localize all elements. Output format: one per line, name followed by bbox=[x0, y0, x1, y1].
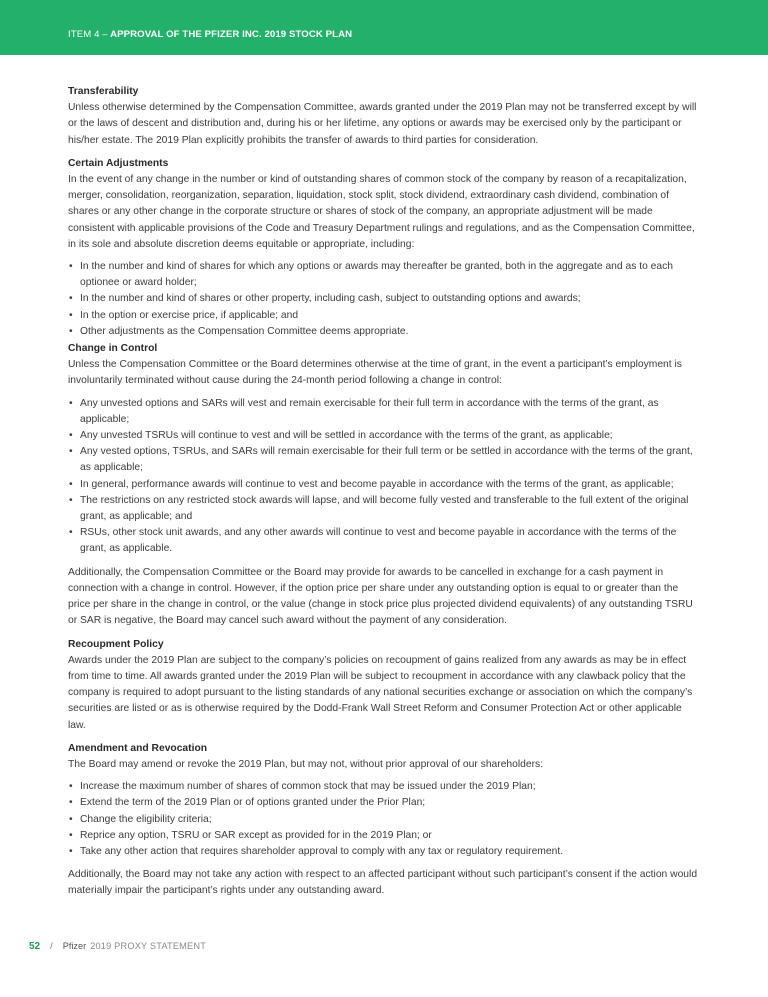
list-item: • Take any other action that requires shareholder approval to comply with any tax or regulatory requirement. bbox=[68, 844, 700, 860]
list-item: • In general, performance awards will continue to vest and become payable in accordance with the terms of the grant, as applicable; bbox=[68, 477, 700, 493]
list-item: • Any unvested options and SARs will vest and remain exercisable for their full term in accordance with the terms of the grant, as applicable; bbox=[68, 396, 700, 428]
paragraph: In the event of any change in the number or kind of outstanding shares of common stock of the company by reason of a recapitalization, merger, consolidation, reorganization, separation, liquidation, stock split, stock dividend, extraordinary cash dividend, combination of shares or any other change in the corporate structure or shares of stock of the company, an appropriate adjustment will be made consistent with applicable provisions of the Code and Treasury Department rulings and regulations, and as the Compensation Committee, in its sole and absolute discretion deems equitable or appropriate, including: bbox=[68, 174, 695, 250]
document-body bbox=[68, 84, 700, 900]
footer-document-title: 2019 PROXY STATEMENT bbox=[90, 941, 207, 951]
section-certain-adjustments bbox=[68, 156, 700, 340]
section-change-in-control bbox=[68, 341, 700, 629]
list-item: • Other adjustments as the Compensation Committee deems appropriate. bbox=[68, 324, 700, 340]
section-title: Change in Control bbox=[68, 343, 158, 355]
bullet-list bbox=[68, 396, 700, 558]
list-item: • RSUs, other stock unit awards, and any other awards will continue to vest and become payable in accordance with the terms of the grant, as applicable. bbox=[68, 525, 700, 557]
paragraph: Unless otherwise determined by the Compensation Committee, awards granted under the 2019 Plan may not be transferred except by will or the laws of descent and distribution and, during his or her lifetime, any options or awards may be exercised only by the participant or his/her estate. The 2019 Plan explicitly prohibits the transfer of awards to third parties for consideration. bbox=[68, 102, 697, 146]
section-transferability bbox=[68, 84, 700, 149]
list-item: • In the number and kind of shares or other property, including cash, subject to outstanding options and awards; bbox=[68, 291, 700, 307]
paragraph: The Board may amend or revoke the 2019 Plan, but may not, without prior approval of our shareholders: bbox=[68, 758, 544, 770]
section-title: Amendment and Revocation bbox=[68, 742, 208, 754]
section-title: Transferability bbox=[68, 86, 139, 97]
page-footer bbox=[29, 941, 206, 952]
list-item: • Extend the term of the 2019 Plan or of options granted under the Prior Plan; bbox=[68, 795, 700, 811]
list-item: • The restrictions on any restricted stock awards will lapse, and will become fully vested and transferable to the full extent of the original grant, as applicable; and bbox=[68, 493, 700, 525]
section-amendment-and-revocation bbox=[68, 741, 700, 900]
footer-brand: Pfizer bbox=[62, 941, 87, 951]
paragraph: Additionally, the Board may not take any action with respect to an affected participant without such participant’s consent if the action would materially impair the participant’s rights under any outstanding award. bbox=[68, 869, 698, 897]
paragraph: Additionally, the Compensation Committee or the Board may provide for awards to be cancelled in exchange for a cash payment in connection with a change in control. However, if the option price per share under any outstanding option is equal to or greater than the price per share in the change in control, or the value (change in stock price plus projected dividend equivalents) of any outstanding TSRU or SAR is negative, the Board may cancel such award without the payment of any consideration. bbox=[68, 566, 693, 627]
header-title-text: APPROVAL OF THE PFIZER INC. 2019 STOCK PLAN bbox=[107, 29, 353, 40]
list-item: • Any vested options, TSRUs, and SARs will remain exercisable for their full term or be settled in accordance with the terms of the grant, as applicable; bbox=[68, 444, 700, 476]
list-item: • In the option or exercise price, if applicable; and bbox=[68, 308, 700, 324]
list-item: • Any unvested TSRUs will continue to vest and will be settled in accordance with the terms of the grant, as applicable; bbox=[68, 428, 700, 444]
footer-separator: / bbox=[50, 941, 53, 951]
header-bar bbox=[0, 0, 768, 55]
section-title: Recoupment Policy bbox=[68, 638, 164, 650]
bullet-list bbox=[68, 779, 700, 860]
section-title: Certain Adjustments bbox=[68, 157, 169, 169]
paragraph: Unless the Compensation Committee or the Board determines otherwise at the time of grant, in the event a participant’s employment is involuntarily terminated without cause during the 24-month period following a change in control: bbox=[68, 359, 682, 387]
list-item: • Increase the maximum number of shares of common stock that may be issued under the 2019 Plan; bbox=[68, 779, 700, 795]
header-prefix: ITEM 4 – bbox=[68, 29, 108, 40]
page-header-title bbox=[68, 29, 352, 40]
section-recoupment-policy bbox=[68, 637, 700, 734]
list-item: • In the number and kind of shares for which any options or awards may thereafter be granted, both in the aggregate and as to each optionee or award holder; bbox=[68, 259, 700, 291]
list-item: • Reprice any option, TSRU or SAR except as provided for in the 2019 Plan; or bbox=[68, 828, 700, 844]
page-number: 52 bbox=[29, 941, 41, 952]
bullet-list bbox=[68, 259, 700, 340]
list-item: • Change the eligibility criteria; bbox=[68, 812, 700, 828]
paragraph: Awards under the 2019 Plan are subject to the company’s policies on recoupment of gains realized from any awards as may be in effect from time to time. All awards granted under the 2019 Plan will be subject to recoupment in accordance with any clawback policy that the company is required to adopt pursuant to the listing standards of any national securities exchange or association on which the company’s securities are listed or as is otherwise required by the Dodd-Frank Wall Street Reform and Consumer Protection Act or other applicable law. bbox=[68, 654, 693, 731]
